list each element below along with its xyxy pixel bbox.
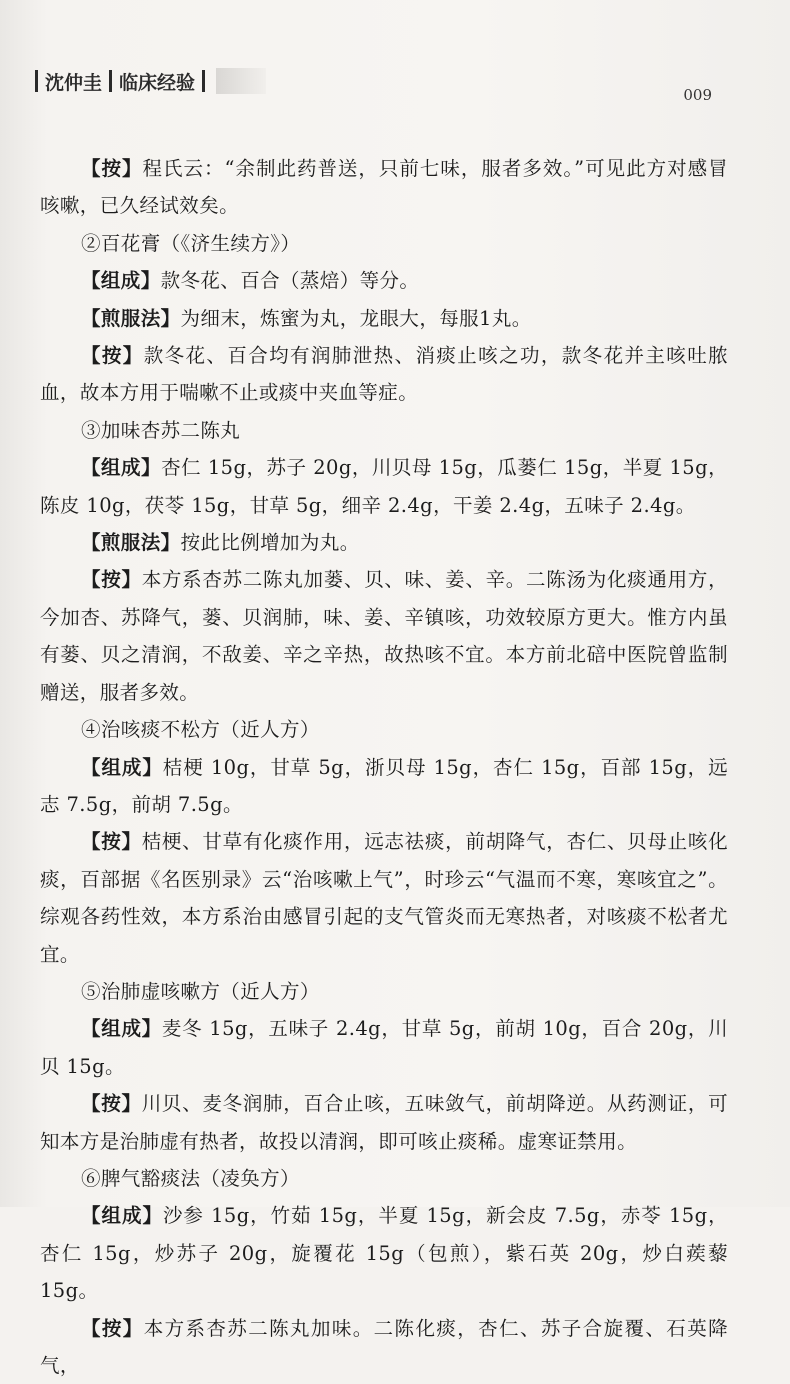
- formula-field: [40, 262, 728, 299]
- formula-field: [40, 1197, 728, 1309]
- paragraph-text: 本方系杏苏二陈丸加蒌、贝、味、姜、辛。二陈汤为化痰通用方，今加杏、苏降气，蒌、贝润肺，味、姜、辛镇咳，功效较原方更大。惟方内虽有蒌、贝之清润，不敌姜、辛之辛热，故热咳不宜。本方前北碚中医院曾监制赠送，服者多效。: [40, 568, 728, 704]
- paragraph-text: 款冬花、百合（蒸焙）等分。: [160, 269, 420, 293]
- formula-field: [40, 749, 728, 824]
- commentary-paragraph: [40, 1085, 728, 1160]
- bracket-label: 【按】: [81, 830, 142, 854]
- bracket-label: 【煎服法】: [81, 531, 181, 555]
- page-body: [40, 150, 728, 1384]
- bracket-label: 【按】: [81, 344, 144, 368]
- bracket-label: 【按】: [81, 1092, 142, 1116]
- commentary-paragraph: [40, 823, 728, 973]
- header-author: 沈仲圭: [45, 71, 103, 94]
- commentary-paragraph: [40, 561, 728, 711]
- paragraph-text: 桔梗 10g，甘草 5g，浙贝母 15g，杏仁 15g，百部 15g，远志 7.5g，前胡 7.5g。: [40, 755, 728, 816]
- running-header: [28, 66, 266, 96]
- paragraph-text: 为细末，炼蜜为丸，龙眼大，每服1丸。: [180, 306, 532, 330]
- formula-title: ⑤治肺虚咳嗽方（近人方）: [81, 979, 320, 1003]
- formula-title: ②百花膏（《济生续方》）: [81, 231, 301, 255]
- paragraph-text: 沙参 15g，竹茹 15g，半夏 15g，新会皮 7.5g，赤苓 15g，杏仁 15g，炒苏子 20g，旋覆花 15g（包煎），紫石英 20g，炒白蒺藜 15g。: [40, 1204, 728, 1303]
- bracket-label: 【组成】: [81, 1017, 162, 1041]
- bracket-label: 【组成】: [81, 456, 162, 480]
- paragraph-text: 桔梗、甘草有化痰作用，远志祛痰，前胡降气，杏仁、贝母止咳化痰，百部据《名医别录》云“治咳嗽上气”，时珍云“气温而不寒，寒咳宜之”。综观各药性效，本方系治由感冒引起的支气管炎而无寒热者，对咳痰不松者尤宜。: [40, 830, 728, 966]
- bracket-label: 【组成】: [81, 755, 163, 779]
- paragraph-text: 按此比例增加为丸。: [180, 531, 360, 555]
- formula-field: [40, 524, 728, 561]
- formula-field: [40, 1010, 728, 1085]
- header-divider: [202, 70, 205, 92]
- paragraph-text: 程氏云：“余制此药普送，只前七味，服者多效。”可见此方对感冒咳嗽，已久经试效矣。: [40, 157, 728, 218]
- formula-title: ⑥脾气豁痰法（凌奂方）: [81, 1166, 300, 1190]
- formula-field: [40, 449, 728, 524]
- paragraph-text: 款冬花、百合均有润肺泄热、消痰止咳之功，款冬花并主咳吐脓血，故本方用于喘嗽不止或痰中夹血等症。: [40, 344, 729, 405]
- page-number: 009: [683, 86, 712, 104]
- header-book-title: 临床经验: [119, 71, 196, 94]
- paragraph-text: 麦冬 15g，五味子 2.4g，甘草 5g，前胡 10g，百合 20g，川贝 15g。: [40, 1017, 728, 1078]
- bracket-label: 【按】: [81, 568, 142, 592]
- header-shade: [216, 68, 266, 94]
- bracket-label: 【按】: [81, 157, 143, 180]
- formula-title: ④治咳痰不松方（近人方）: [81, 718, 320, 742]
- paragraph-text: 川贝、麦冬润肺，百合止咳，五味敛气，前胡降逆。从药测证，可知本方是治肺虚有热者，故投以清润，即可咳止痰稀。虚寒证禁用。: [40, 1092, 728, 1153]
- bracket-label: 【煎服法】: [81, 306, 181, 330]
- header-divider: [35, 70, 38, 92]
- commentary-paragraph: [40, 337, 728, 412]
- bracket-label: 【组成】: [81, 1204, 163, 1228]
- bracket-label: 【按】: [81, 1316, 144, 1340]
- commentary-paragraph: [40, 150, 728, 225]
- formula-title: ③加味杏苏二陈丸: [81, 418, 241, 442]
- bracket-label: 【组成】: [81, 269, 161, 293]
- formula-field: [40, 300, 728, 337]
- paragraph-text: 本方系杏苏二陈丸加味。二陈化痰，杏仁、苏子合旋覆、石英降气，: [40, 1316, 729, 1377]
- header-divider: [109, 70, 112, 92]
- commentary-paragraph: [40, 1310, 728, 1384]
- paragraph-text: 杏仁 15g，苏子 20g，川贝母 15g，瓜蒌仁 15g，半夏 15g，陈皮 10g，茯苓 15g，甘草 5g，细辛 2.4g，干姜 2.4g，五味子 2.4g。: [40, 456, 728, 517]
